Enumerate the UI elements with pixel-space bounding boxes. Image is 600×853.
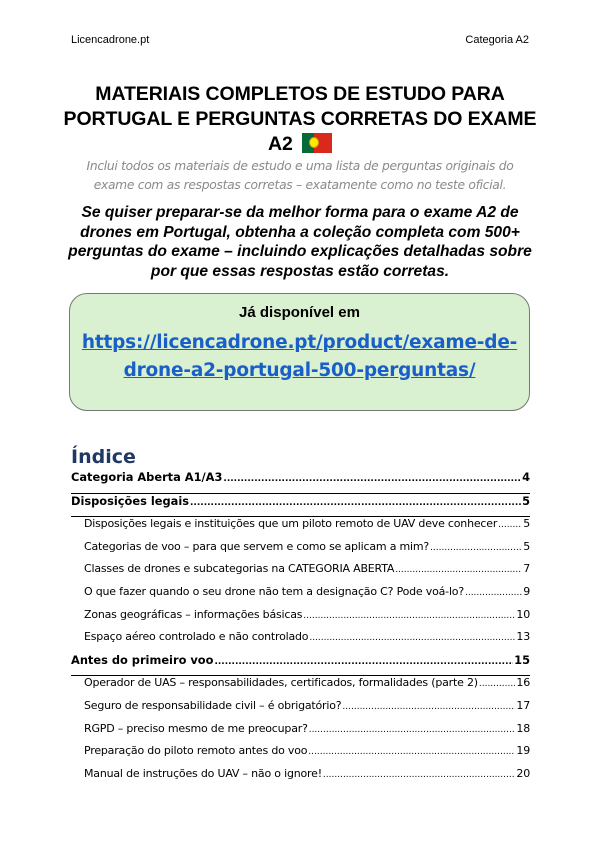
toc-entry-page: 15	[514, 652, 530, 667]
toc-entry-title: Disposições legais e instituições que um piloto remoto de UAV deve conhecer	[84, 517, 498, 531]
toc-entry-page: 10	[516, 607, 530, 621]
toc-entry[interactable]	[71, 540, 530, 563]
toc-entry-title: Espaço aéreo controlado e não controlado	[84, 630, 309, 644]
toc-leader-dots	[342, 699, 515, 712]
toc-entry-page: 7	[523, 562, 530, 576]
toc-entry[interactable]	[71, 767, 530, 790]
toc-entry[interactable]	[71, 744, 530, 767]
toc-leader-dots	[214, 653, 513, 667]
toc-leader-dots	[223, 470, 521, 484]
toc-entry-page: 5	[523, 517, 530, 531]
toc-entry[interactable]	[71, 585, 530, 608]
subtitle: Inclui todos os materiais de estudo e uma lista de perguntas originais do exame com as respostas corretas – exatamente como no teste oficial.	[86, 159, 514, 192]
toc-entry-page: 9	[523, 584, 530, 598]
table-of-contents	[71, 470, 530, 789]
document-title	[60, 82, 540, 157]
toc-entry[interactable]	[71, 608, 530, 631]
toc-entry-title: Disposições legais	[71, 493, 190, 508]
toc-entry[interactable]	[71, 630, 530, 653]
callout-box	[69, 293, 530, 411]
toc-entry-page: 4	[522, 470, 530, 484]
toc-leader-dots	[479, 676, 516, 689]
toc-leader-dots	[465, 585, 522, 598]
toc-entry-page: 17	[516, 698, 530, 712]
toc-entry[interactable]	[71, 494, 530, 518]
header-site-name: Licencadrone.pt	[71, 34, 150, 46]
toc-leader-dots	[323, 767, 515, 780]
toc-entry-page: 5	[522, 493, 530, 508]
toc-entry-page: 20	[516, 766, 530, 780]
toc-entry-title: Preparação do piloto remoto antes do voo	[84, 744, 308, 758]
promo-text: Se quiser preparar-se da melhor forma para o exame A2 de drones em Portugal, obtenha a coleção completa com 500+ perguntas do exame – incluindo explicações detalhadas sobre por que essas respostas estão corretas.	[68, 204, 532, 280]
product-link[interactable]: https://licencadrone.pt/product/exame-de-drone-a2-portugal-500-perguntas/	[81, 332, 518, 381]
toc-entry-title: Categorias de voo – para que servem e como se aplicam a mim?	[84, 539, 430, 553]
title-text: MATERIAIS COMPLETOS DE ESTUDO PARA PORTUGAL E PERGUNTAS CORRETAS DO EXAME A2	[63, 83, 537, 155]
toc-leader-dots	[498, 517, 522, 530]
toc-entry-title: Manual de instruções do UAV – não o ignore!	[84, 766, 322, 780]
toc-heading: Índice	[71, 446, 136, 468]
callout-label: Já disponível em	[239, 304, 360, 321]
toc-entry-title: Zonas geográficas – informações básicas	[84, 607, 303, 621]
toc-leader-dots	[309, 630, 515, 643]
toc-entry[interactable]	[71, 676, 530, 699]
toc-entry-title: Classes de drones e subcategorias na CATEGORIA ABERTA	[84, 562, 395, 576]
toc-entry-title: RGPD – preciso mesmo de me preocupar?	[84, 721, 308, 735]
toc-leader-dots	[308, 744, 515, 757]
toc-entry-page: 13	[516, 630, 530, 644]
toc-entry-page: 16	[516, 676, 530, 690]
toc-entry-title: O que fazer quando o seu drone não tem a designação C? Pode voá-lo?	[84, 584, 464, 598]
toc-entry-title: Seguro de responsabilidade civil – é obrigatório?	[84, 698, 342, 712]
toc-entry-page: 18	[516, 721, 530, 735]
toc-entry-title: Operador de UAS – responsabilidades, certificados, formalidades (parte 2)	[84, 676, 478, 690]
toc-entry[interactable]	[71, 653, 530, 677]
toc-entry[interactable]	[71, 722, 530, 745]
toc-entry[interactable]	[71, 517, 530, 540]
portugal-flag-icon	[302, 133, 332, 153]
toc-entry-title: Antes do primeiro voo	[71, 652, 214, 667]
toc-leader-dots	[190, 494, 521, 508]
toc-entry[interactable]	[71, 470, 530, 494]
page-header	[71, 34, 529, 46]
header-category: Categoria A2	[465, 34, 529, 46]
toc-leader-dots	[430, 540, 522, 553]
toc-entry[interactable]	[71, 699, 530, 722]
toc-leader-dots	[309, 722, 516, 735]
toc-entry-page: 19	[516, 744, 530, 758]
toc-entry[interactable]	[71, 562, 530, 585]
toc-leader-dots	[303, 608, 515, 621]
toc-entry-page: 5	[523, 539, 530, 553]
toc-leader-dots	[395, 562, 522, 575]
toc-entry-title: Categoria Aberta A1/A3	[71, 470, 223, 484]
